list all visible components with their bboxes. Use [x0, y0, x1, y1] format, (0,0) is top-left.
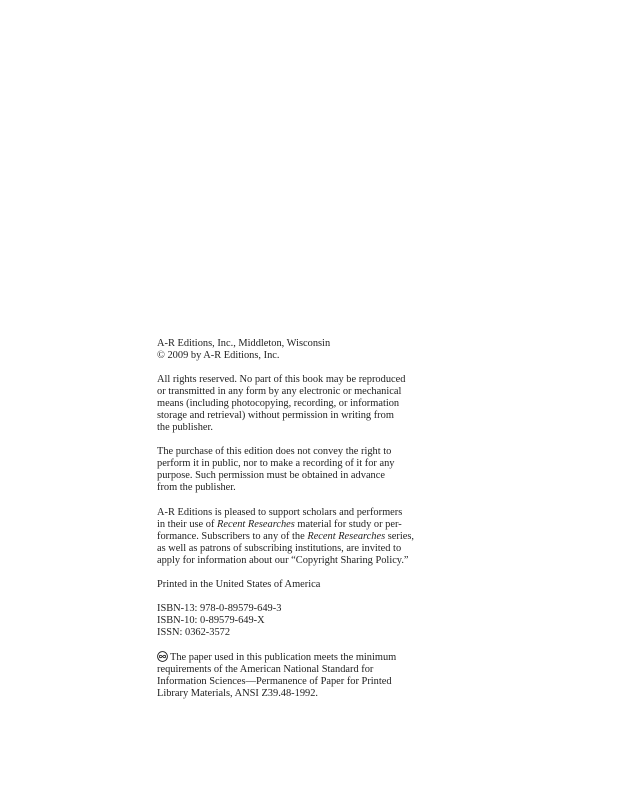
copyright-notice: © 2009 by A-R Editions, Inc.: [157, 350, 280, 362]
support-line: A-R Editions is pleased to support scholars and performers: [157, 506, 403, 518]
support-text: material for study or per-: [294, 518, 402, 530]
rights-paragraph: [157, 374, 457, 434]
performance-line: The purchase of this edition does not convey the right to: [157, 446, 392, 458]
publisher-info: [157, 338, 457, 362]
publisher-name-line: A-R Editions, Inc., Middleton, Wisconsin: [157, 338, 331, 349]
rights-line: storage and retrieval) without permission in writing from: [157, 410, 394, 422]
paper-line: Library Materials, ANSI Z39.48-1992.: [157, 688, 319, 700]
rights-line: means (including photocopying, recording, or information: [157, 398, 400, 410]
printed-paragraph: [157, 579, 457, 591]
support-line: as well as patrons of subscribing institutions, are invited to: [157, 542, 402, 554]
isbn-10: ISBN-10: 0-89579-649-X: [157, 614, 265, 626]
rights-line: the publisher.: [157, 422, 213, 434]
support-text: in their use of: [157, 518, 218, 530]
support-text: formance. Subscribers to any of the: [157, 530, 308, 542]
paper-text: The paper used in this publication meets the minimum: [170, 651, 397, 663]
rights-line: or transmitted in any form by any electronic or mechanical: [157, 386, 402, 398]
performance-line: from the publisher.: [157, 482, 236, 494]
rights-line: All rights reserved. No part of this book may be reproduced: [157, 374, 406, 386]
support-paragraph: [157, 507, 457, 567]
paper-line: requirements of the American National Standard for: [157, 663, 374, 675]
performance-line: perform it in public, nor to make a recording of it for any: [157, 458, 395, 470]
support-text: series,: [385, 530, 414, 542]
paper-paragraph: [157, 651, 457, 700]
infinity-paper-icon: [157, 651, 168, 662]
printed-location: Printed in the United States of America: [157, 578, 321, 590]
support-line: apply for information about our “Copyright Sharing Policy.”: [157, 554, 409, 566]
paper-line: [157, 651, 457, 664]
performance-paragraph: [157, 446, 457, 494]
identifiers-paragraph: [157, 603, 457, 639]
issn: ISSN: 0362-3572: [157, 626, 231, 638]
support-line: [157, 519, 457, 531]
series-title: Recent Researches: [307, 530, 386, 542]
copyright-block: [157, 338, 457, 712]
performance-line: purpose. Such permission must be obtained in advance: [157, 470, 385, 482]
series-title: Recent Researches: [217, 518, 295, 530]
isbn-13: ISBN-13: 978-0-89579-649-3: [157, 602, 282, 614]
support-line: [157, 531, 457, 543]
paper-line: Information Sciences—Permanence of Paper for Printed: [157, 676, 392, 688]
